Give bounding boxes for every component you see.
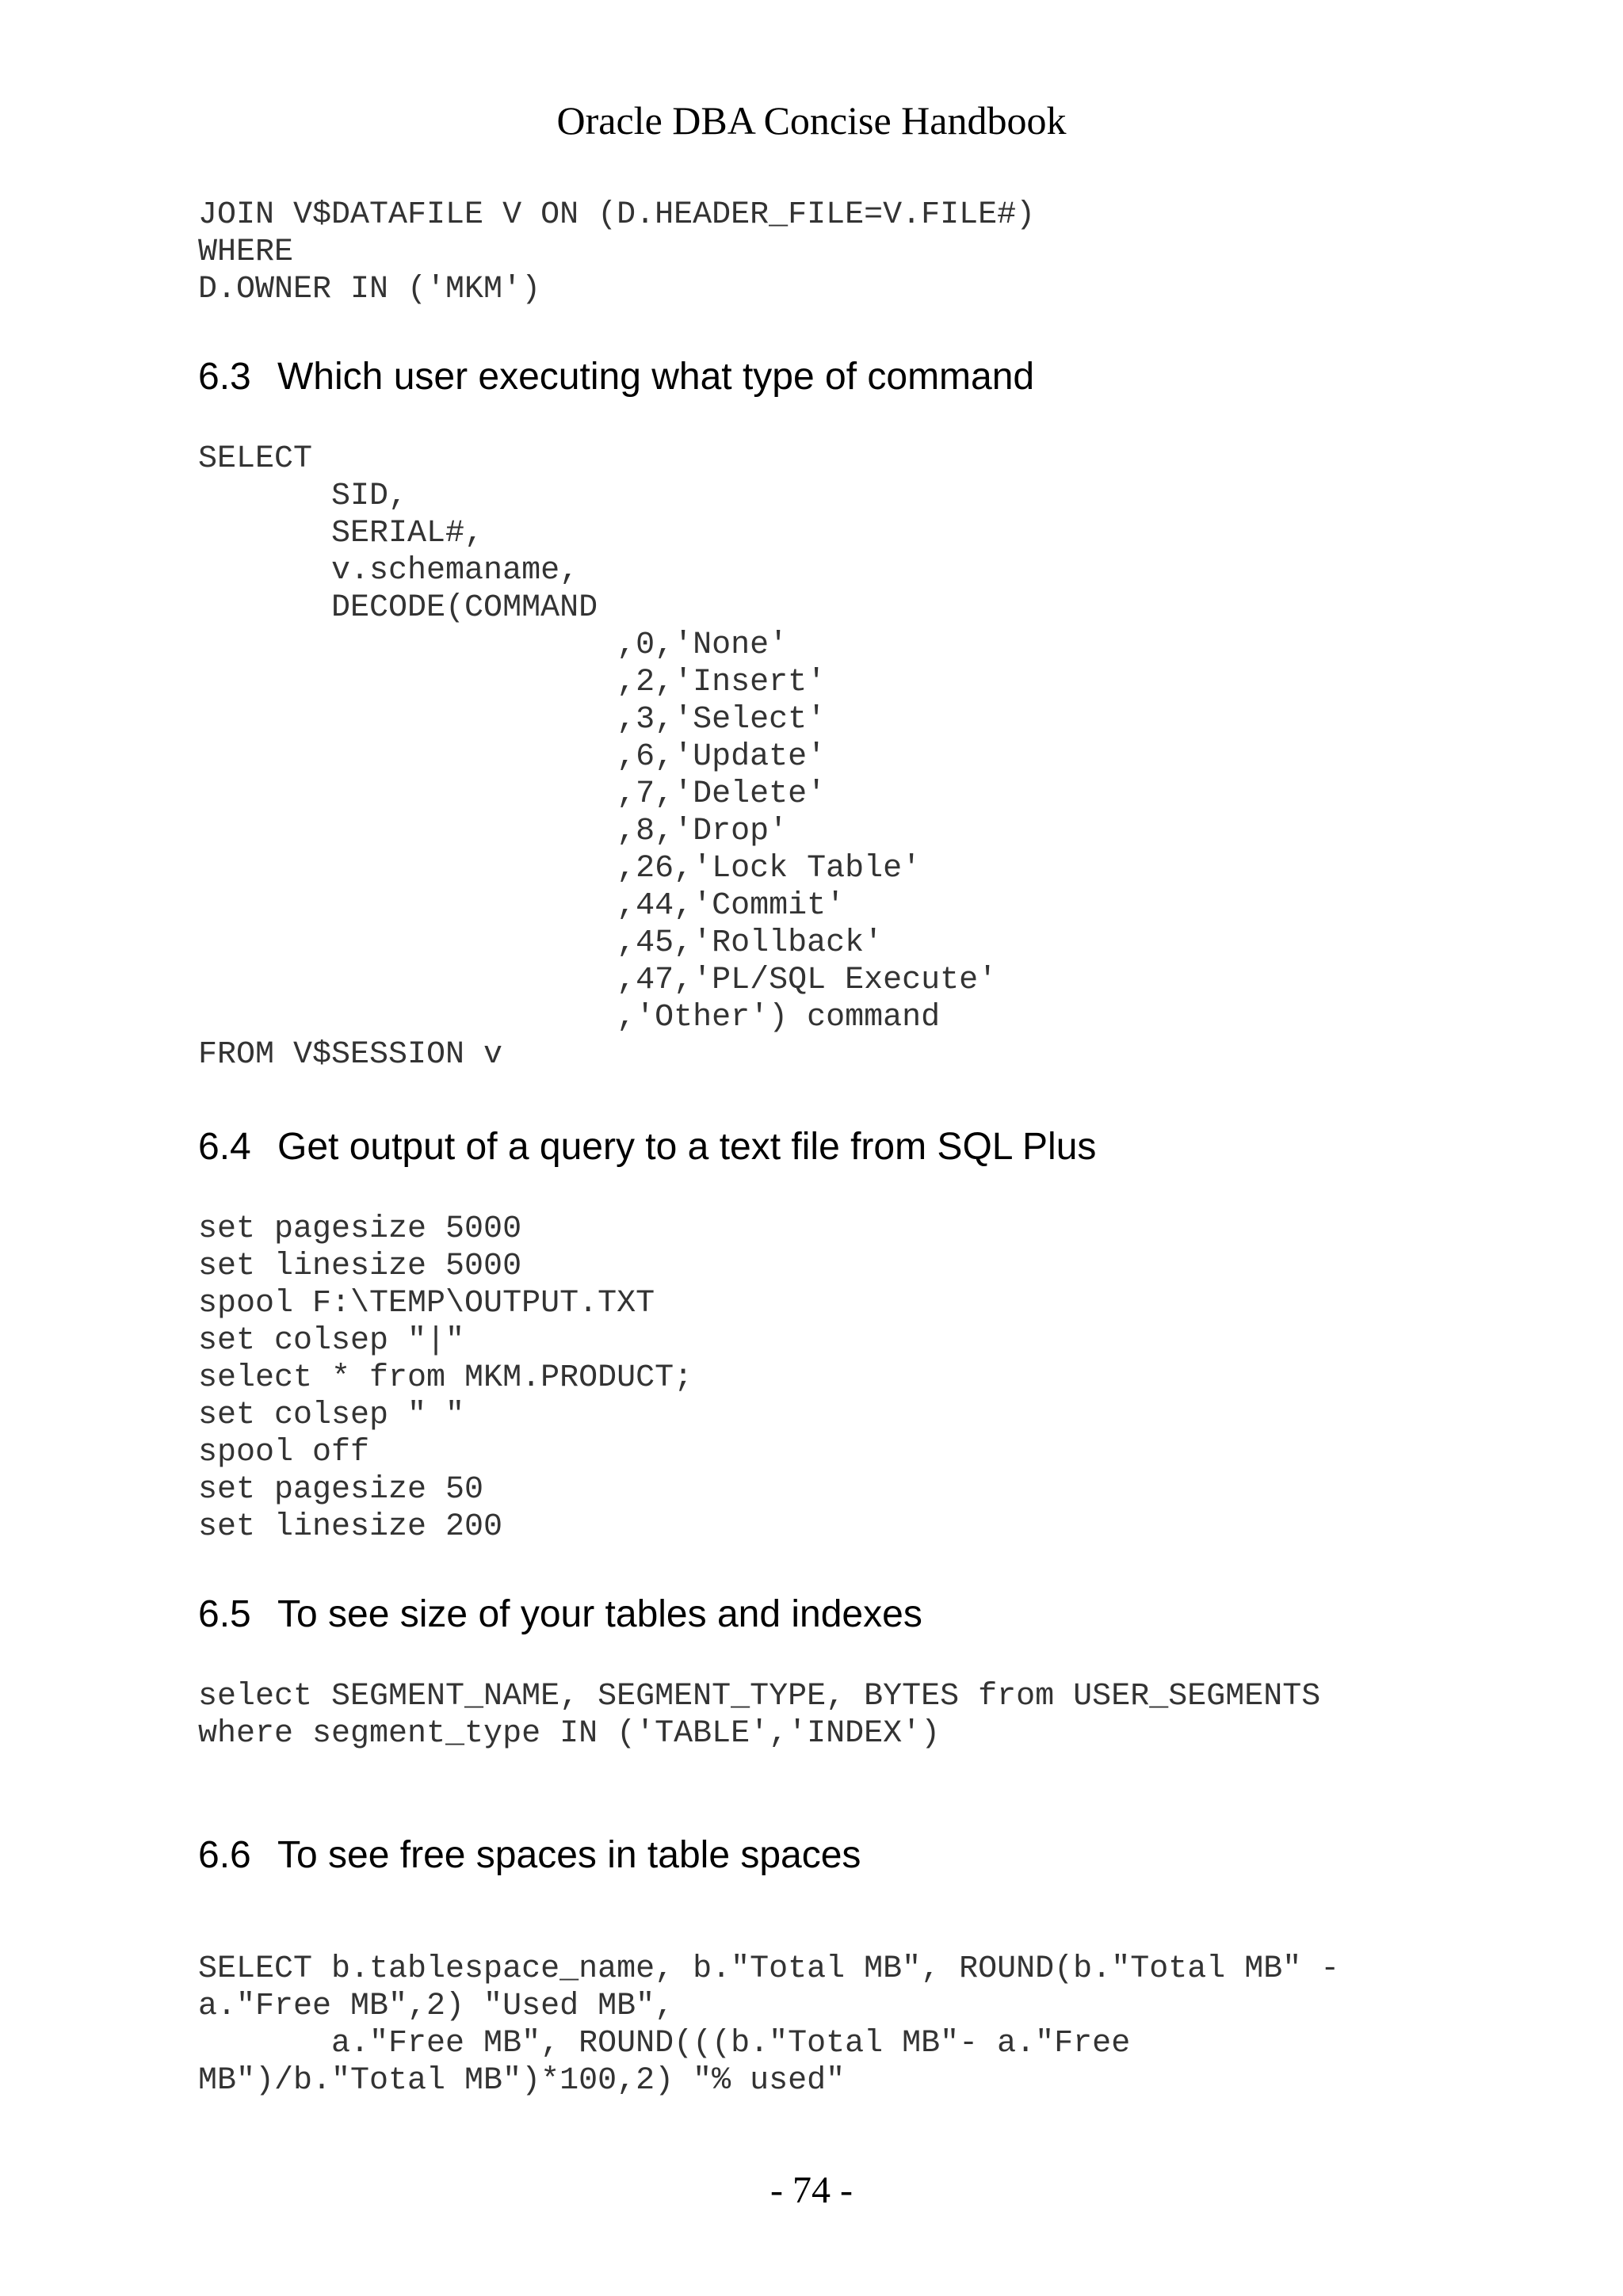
page-number: - 74 -	[770, 2169, 853, 2211]
section-title: Get output of a query to a text file from SQL Plus	[277, 1126, 1097, 1168]
section-heading-6-6	[198, 1832, 861, 1879]
section-heading-6-4	[198, 1123, 1096, 1171]
code-block-user-segments: select SEGMENT_NAME, SEGMENT_TYPE, BYTES from USER_SEGMENTS where segment_type IN ('TABLE','INDEX')	[198, 1679, 1321, 1752]
section-title: To see free spaces in table spaces	[277, 1834, 861, 1876]
code-block-free-space: SELECT b.tablespace_name, b."Total MB", ROUND(b."Total MB" - a."Free MB",2) "Used MB", a."Free MB", ROUND(((b."Total MB"- a."Free MB")/b."Total MB")*100,2) "% used"	[198, 1951, 1340, 2099]
running-header: Oracle DBA Concise Handbook	[556, 98, 1067, 143]
section-heading-6-5	[198, 1591, 922, 1638]
code-block-spool: set pagesize 5000 set linesize 5000 spool F:\TEMP\OUTPUT.TXT set colsep "|" select * from MKM.PRODUCT; set colsep " " spool off set pagesize 50 set linesize 200	[198, 1211, 693, 1545]
code-block-decode-command: SELECT SID, SERIAL#, v.schemaname, DECODE(COMMAND ,0,'None' ,2,'Insert' ,3,'Select' ,6,'Update' ,7,'Delete' ,8,'Drop' ,26,'Lock Table' ,44,'Commit' ,45,'Rollback' ,47,'PL/SQL Execute' ,'Other') command FROM V$SESSION v	[198, 441, 998, 1073]
section-title: To see size of your tables and indexes	[277, 1593, 922, 1635]
section-number: 6.3	[198, 356, 251, 398]
section-number: 6.5	[198, 1593, 251, 1635]
section-heading-6-3	[198, 353, 1034, 401]
code-block-join: JOIN V$DATAFILE V ON (D.HEADER_FILE=V.FILE#) WHERE D.OWNER IN ('MKM')	[198, 197, 1036, 307]
section-number: 6.4	[198, 1126, 251, 1168]
section-number: 6.6	[198, 1834, 251, 1876]
section-title: Which user executing what type of command	[277, 356, 1035, 398]
